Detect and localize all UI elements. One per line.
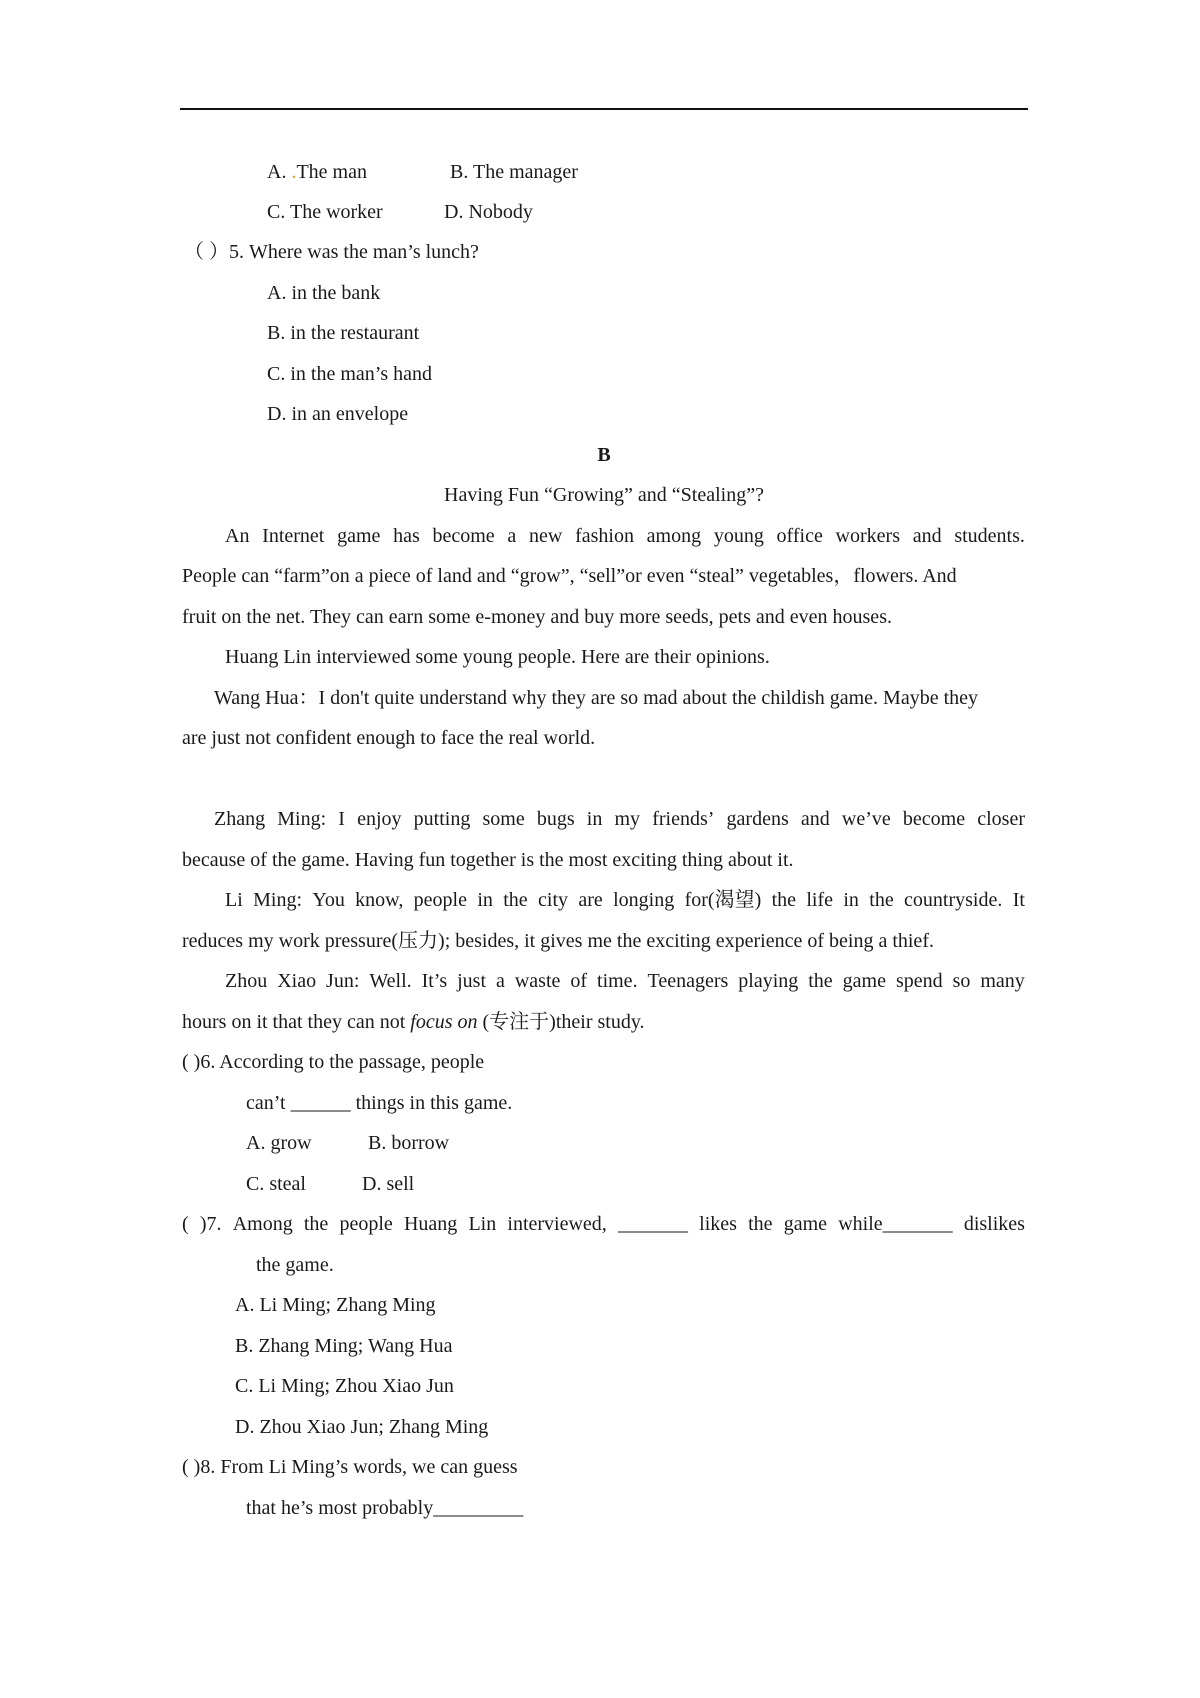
word: students. <box>954 525 1025 547</box>
word: for(渴望) <box>684 889 762 911</box>
word: game <box>783 1213 828 1235</box>
header-rule <box>180 108 1028 110</box>
word: Lin <box>468 1213 497 1235</box>
word: )7. <box>199 1213 222 1235</box>
word: spend <box>895 970 943 992</box>
opinion-zhang-line2: because of the game. Having fun together is the most exciting thing about it. <box>182 849 794 871</box>
word: office <box>776 525 823 547</box>
passage-p1-line1 <box>225 524 1025 548</box>
q7-option-a: A. Li Ming; Zhang Ming <box>235 1294 436 1316</box>
opinion-li-line1 <box>225 888 1025 912</box>
word: countryside. <box>904 889 1003 911</box>
word: Jun: <box>326 970 360 992</box>
word: workers <box>835 525 900 547</box>
word: playing <box>738 970 799 992</box>
word: Ming: <box>277 808 327 830</box>
word: Li <box>225 889 243 911</box>
opinion-zhou-line1 <box>225 969 1025 993</box>
word: putting <box>413 808 471 830</box>
opinion-wang-line2: are just not confident enough to face the real world. <box>182 727 596 749</box>
word: interviewed, <box>507 1213 607 1235</box>
word: game <box>337 525 381 547</box>
word: An <box>225 525 250 547</box>
word: has <box>393 525 420 547</box>
word: in <box>843 889 859 911</box>
word: longing <box>613 889 675 911</box>
word: my <box>614 808 641 830</box>
passage-p2: Huang Lin interviewed some young people. Here are their opinions. <box>225 646 770 668</box>
q4-option-d: D. Nobody <box>444 201 533 223</box>
word: Among <box>232 1213 293 1235</box>
word: enjoy <box>357 808 402 830</box>
word: Zhou <box>225 970 268 992</box>
q5-stem: （ ）5. Where was the man’s lunch? <box>184 241 479 263</box>
word: a <box>496 970 505 992</box>
q5-option-d: D. in an envelope <box>267 403 409 425</box>
word: Huang <box>403 1213 458 1235</box>
q8-stem-line1: ( )8. From Li Ming’s words, we can guess <box>182 1456 518 1478</box>
word: and <box>912 525 942 547</box>
word: Internet <box>262 525 325 547</box>
word: ( <box>182 1213 189 1235</box>
q4-option-a: A. .The man <box>267 161 367 183</box>
q6-stem-line1: ( )6. According to the passage, people <box>182 1051 485 1073</box>
word: friends’ <box>652 808 715 830</box>
passage-p1-line3: fruit on the net. They can earn some e-money and buy more seeds, pets and even houses. <box>182 606 892 628</box>
word: life <box>806 889 834 911</box>
q5-option-b: B. in the restaurant <box>267 322 420 344</box>
q6-stem-line2: can’t ______ things in this game. <box>246 1092 513 1114</box>
word: many <box>980 970 1025 992</box>
opinion-wang-line1: Wang Hua：I don't quite understand why they are so mad about the childish game. Maybe they <box>214 687 979 709</box>
word: people <box>413 889 467 911</box>
word: of <box>570 970 588 992</box>
word: time. <box>597 970 638 992</box>
word: people <box>339 1213 393 1235</box>
word: the <box>748 1213 773 1235</box>
word: fashion <box>575 525 634 547</box>
opinion-zhou-line2: hours on it that they can not focus on (专注于)their study. <box>182 1011 645 1033</box>
word: just <box>457 970 487 992</box>
q6-option-b: B. borrow <box>368 1132 450 1154</box>
word: dislikes <box>963 1213 1025 1235</box>
passage-title: Having Fun “Growing” and “Stealing”? <box>444 484 764 506</box>
q7-option-d: D. Zhou Xiao Jun; Zhang Ming <box>235 1416 489 1438</box>
passage-p1-line2: People can “farm”on a piece of land and “grow”, “sell”or even “steal” vegetables，flowers. And <box>182 565 957 587</box>
word: new <box>529 525 563 547</box>
word: some <box>482 808 525 830</box>
word: closer <box>977 808 1025 830</box>
q4-option-b: B. The manager <box>450 161 578 183</box>
q5-option-c: C. in the man’s hand <box>267 363 432 385</box>
word: the <box>503 889 528 911</box>
opinion-li-line2: reduces my work pressure(压力); besides, it gives me the exciting experience of being a thief. <box>182 930 934 952</box>
word: in <box>477 889 493 911</box>
word: It <box>1012 889 1025 911</box>
word: Xiao <box>277 970 317 992</box>
word: while_______ <box>838 1213 953 1235</box>
word: Teenagers <box>647 970 729 992</box>
q6-option-d: D. sell <box>362 1173 415 1195</box>
word: become <box>902 808 966 830</box>
word: likes <box>699 1213 737 1235</box>
word: and <box>800 808 830 830</box>
word: so <box>952 970 971 992</box>
word: in <box>586 808 603 830</box>
word: You <box>312 889 345 911</box>
word: Well. <box>369 970 412 992</box>
word: the <box>808 970 833 992</box>
word: among <box>646 525 702 547</box>
word: the <box>303 1213 329 1235</box>
q8-stem-line2: that he’s most probably_________ <box>246 1497 524 1519</box>
word: I <box>338 808 345 830</box>
word: It’s <box>421 970 448 992</box>
word: waste <box>514 970 561 992</box>
word: become <box>432 525 495 547</box>
q5-option-a: A. in the bank <box>267 282 381 304</box>
q7-stem-line2: the game. <box>256 1254 334 1276</box>
word: young <box>713 525 764 547</box>
section-label: B <box>597 444 611 466</box>
opinion-zhang-line1 <box>214 807 1025 831</box>
word: bugs <box>536 808 575 830</box>
q7-option-b: B. Zhang Ming; Wang Hua <box>235 1335 453 1357</box>
q6-option-c: C. steal <box>246 1173 306 1195</box>
q7-stem-line1 <box>182 1212 1025 1236</box>
word: we’ve <box>841 808 891 830</box>
word: know, <box>355 889 404 911</box>
q6-option-a: A. grow <box>246 1132 312 1154</box>
word: a <box>507 525 517 547</box>
word: city <box>538 889 569 911</box>
word: are <box>578 889 603 911</box>
word: gardens <box>726 808 789 830</box>
word: the <box>869 889 894 911</box>
q4-option-c: C. The worker <box>267 201 383 223</box>
word: game <box>842 970 886 992</box>
word: the <box>771 889 797 911</box>
q7-option-c: C. Li Ming; Zhou Xiao Jun <box>235 1375 454 1397</box>
word: _______ <box>617 1213 688 1235</box>
word: Zhang <box>214 808 266 830</box>
word: Ming: <box>253 889 303 911</box>
